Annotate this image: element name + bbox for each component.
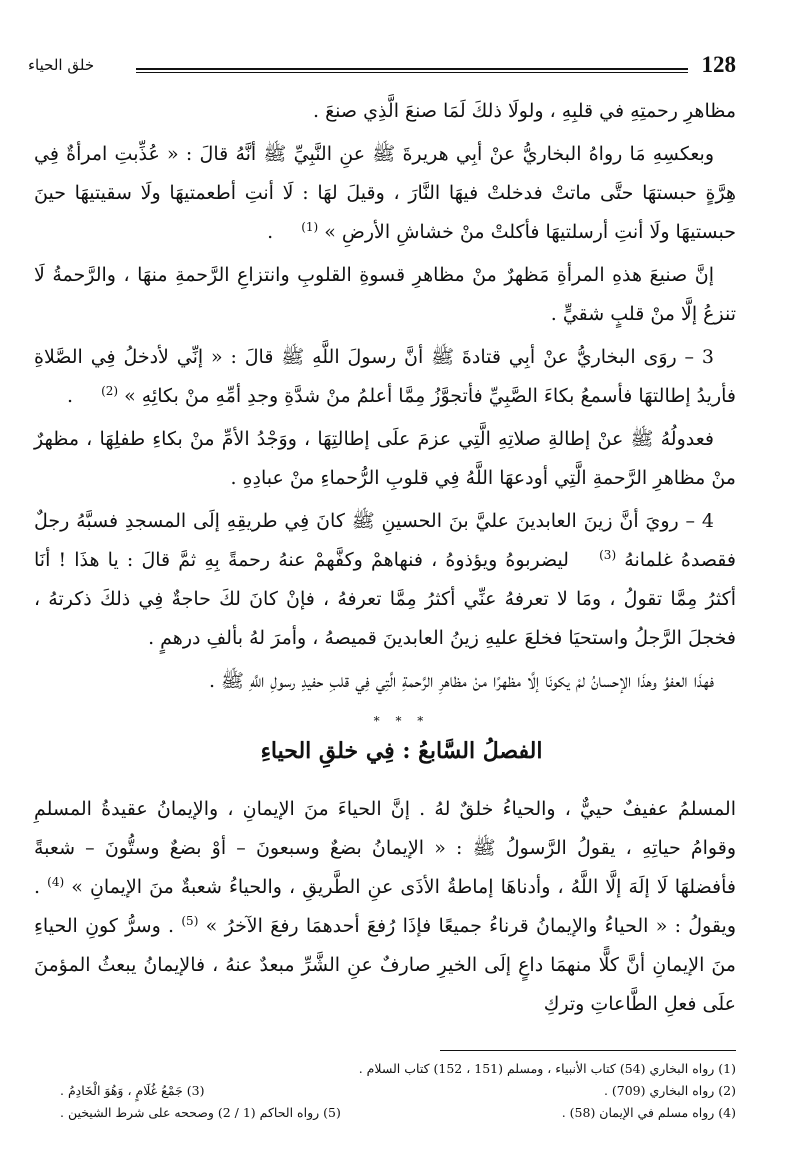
footnote: (4) رواه مسلم في الإيمان (58) .	[561, 1105, 736, 1120]
paragraph: وبعكسِهِ مَا رواهُ البخاريُّ عنْ أبِي هريرةَ ﷺ عنِ النَّبِيِّ ﷺ أنَّهُ قالَ : « عُذِّبتِ امرأةٌ فِي هِرَّةٍ حبستهَا حتَّى ماتتْ فدخلتْ فيهَا النَّارَ ، وقيلَ لهَا : لَا أنتِ أطعمتيهَا ولَا سقيتيهَا حينَ حبستيهَا ولَا أنتِ أرسلتيهَا فأكلتْ منْ خشاشِ الأرضِ » (1) .	[34, 143, 736, 243]
footnote-row	[60, 1058, 736, 1080]
footnote: (2) رواه البخاري (709) .	[603, 1083, 736, 1098]
paragraph: مظاهرِ رحمتِهِ في قلبِهِ ، ولولَا ذلكَ لَمَا صنعَ الَّذِي صنعَ .	[312, 100, 736, 122]
header-rule	[136, 68, 688, 73]
footnotes	[60, 1058, 736, 1124]
footnote-row	[60, 1102, 736, 1124]
paragraph: فعدولُهُ ﷺ عنْ إطالةِ صلاتِهِ الَّتِي عزمَ علَى إطالتِهَا ، ووَجْدُ الأمِّ منْ بكاءِ طفلِهَا ، مظهرٌ منْ مظاهرِ الرَّحمةِ الَّتِي أودعهَا اللَّهُ فِي قلوبِ الرُّحماءِ منْ عبادِهِ .	[34, 428, 736, 489]
footnote-row	[60, 1080, 736, 1102]
footnote: (1) رواه البخاري (54) كتاب الأنبياء ، ومسلم (151 ، 152) كتاب السلام .	[358, 1061, 736, 1076]
paragraph: المسلمُ عفيفٌ حييٌّ ، والحياءُ خلقٌ لهُ . إنَّ الحياءَ منَ الإيمانِ ، والإيمانُ عقيدةُ المسلمِ وقوامُ حياتِهِ ، يقولُ الرَّسولُ ﷺ : « الإيمانُ بضعٌ وسبعونَ – أوْ بضعٌ وستُّونَ – شعبةً فأفضلهَا لَا إلَهَ إلَّا اللَّهُ ، وأدناهَا إماطةُ الأذَى عنِ الطَّريقِ ، والحياءُ شعبةٌ منَ الإيمانِ » (4) . ويقولُ : « الحياءُ والإيمانُ قرناءُ جميعًا فإذَا رُفعَ أحدهمَا رفعَ الآخرُ » (5) . وسرُّ كونِ الحياءِ منَ الإيمانِ أنَّ كلًّا منهمَا داعٍ إلَى الخيرِ صارفٌ عنِ الشَّرِّ مبعدٌ عنهُ ، فالإيمانُ يبعثُ المؤمنَ علَى فعلِ الطَّاعاتِ وتركِ	[34, 798, 737, 1015]
chapter-text	[34, 790, 736, 1024]
paragraph: 3 – روَى البخاريُّ عنْ أبِي قتادةَ ﷺ أنَّ رسولَ اللَّهِ ﷺ قالَ : « إنِّي لأدخلُ فِي الصَّلاةِ فأريدُ إطالتهَا فأسمعُ بكاءَ الصَّبِيِّ فأتجوَّزُ مِمَّا أعلمُ منْ شدَّةِ وجدِ أمِّهِ منْ بكائِهِ » (2) .	[34, 346, 736, 407]
main-text	[34, 92, 736, 705]
paragraph: فهذَا العفوُ وهذَا الإحسانُ لمْ يكونَا إلَّا مظهرًا منْ مظاهرِ الرَّحمةِ الَّتِي فِي قلبِ حفيدِ رسولِ اللَّهِ ﷺ .	[208, 670, 714, 692]
running-title: خلق الحياء	[28, 56, 95, 74]
footnote: (3) جَمْعُ غُلَامٍ ، وَهُوَ الْخَادِمُ .	[60, 1083, 205, 1098]
chapter-heading: الفصلُ السَّابعُ : فِي خلقِ الحياءِ	[260, 738, 543, 764]
footnote: (5) رواه الحاكم (1 / 2) وصححه على شرط الشيخين .	[60, 1105, 341, 1120]
section-separator: * * *	[373, 714, 430, 728]
paragraph: 4 – رويَ أنَّ زينَ العابدينَ عليَّ بنَ الحسينِ ﷺ كانَ فِي طريقِهِ إلَى المسجدِ فسبَّهُ رجلٌ فقصدهُ غلمانهُ (3) ليضربوهُ ويؤذوهُ ، فنهاهمْ وكفَّهمْ عنهُ رحمةً بِهِ ثمَّ قالَ : يا هذَا ! أنَا أكثرُ مِمَّا تقولُ ، ومَا لا تعرفهُ عنِّي أكثرُ مِمَّا تعرفهُ ، فإنْ كانَ لكَ حاجةٌ فِي ذلكَ ذكرتهُ ، فخجلَ الرَّجلُ واستحيَا فخلعَ عليهِ زينُ العابدينَ قميصهُ ، وأمرَ لهُ بألفِ درهمٍ .	[34, 510, 736, 649]
footnote-rule	[440, 1050, 736, 1051]
page-number: 128	[701, 52, 736, 77]
paragraph: إنَّ صنيعَ هذهِ المرأةِ مَظهرٌ منْ مظاهرِ قسوةِ القلوبِ وانتزاعِ الرَّحمةِ منهَا ، والرَّحمةُ لَا تنزعُ إلَّا منْ قلبٍ شقيٍّ .	[34, 264, 736, 325]
page-header	[28, 50, 736, 84]
